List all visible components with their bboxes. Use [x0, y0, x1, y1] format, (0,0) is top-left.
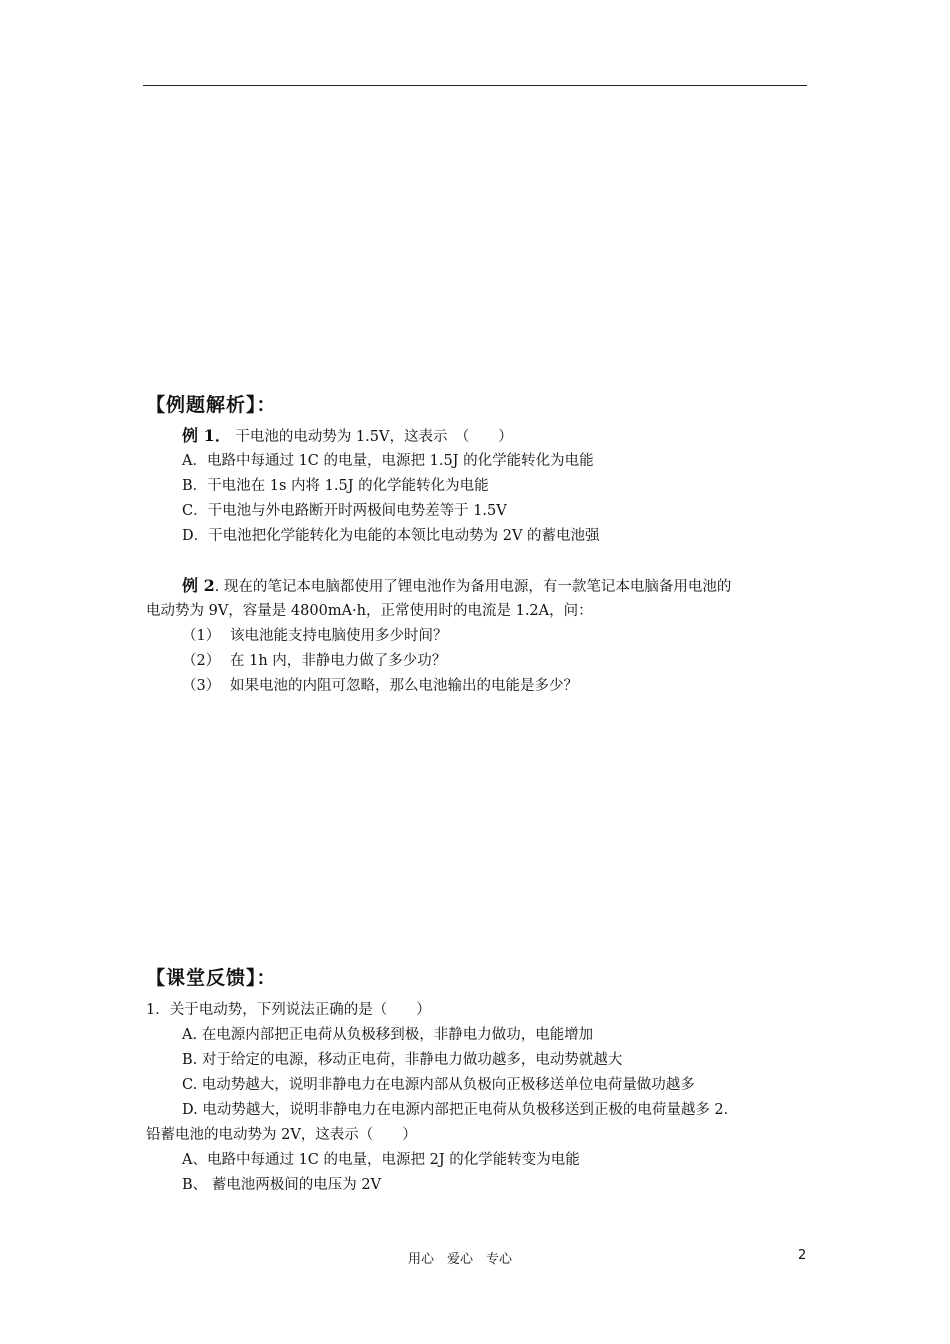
- feedback-q2-stem: 铅蓄电池的电动势为 2V，这表示（ ）: [146, 1127, 417, 1143]
- header-rule: [143, 85, 807, 86]
- example-1-text: 干电池的电动势为 1.5V，这表示 （ ）: [235, 429, 513, 445]
- question-number: （1）: [182, 628, 221, 644]
- feedback-q1-stem: 1．关于电动势，下列说法正确的是（ ）: [146, 1002, 431, 1018]
- example-1-option-d: D．干电池把化学能转化为电能的本领比电动势为 2V 的蓄电池强: [182, 528, 600, 544]
- example-2-label: 例 2: [182, 576, 215, 595]
- feedback-q1-option-b: B. 对于给定的电源，移动正电荷，非静电力做功越多，电动势就越大: [182, 1052, 623, 1068]
- feedback-q1-option-c: C. 电动势越大，说明非静电力在电源内部从负极向正极移送单位电荷量做功越多: [182, 1077, 695, 1093]
- example-2-question-3: [182, 676, 578, 696]
- question-text: 该电池能支持电脑使用多少时间？: [230, 628, 448, 644]
- example-2-text-line1: . 现在的笔记本电脑都使用了锂电池作为备用电源，有一款笔记本电脑备用电池的: [214, 579, 732, 595]
- example-2-stem: [182, 576, 731, 597]
- question-number: （3）: [182, 678, 221, 694]
- feedback-q2-option-a: A、电路中每通过 1C 的电量，电源把 2J 的化学能转变为电能: [182, 1152, 580, 1168]
- question-text: 在 1h 内，非静电力做了多少功？: [230, 653, 447, 669]
- example-1-option-c: C．干电池与外电路断开时两极间电势差等于 1.5V: [182, 503, 507, 519]
- example-2-question-2: [182, 651, 446, 671]
- footer-motto: 用心 爱心 专心: [408, 1252, 513, 1267]
- example-2-text-line2: 电动势为 9V，容量是 4800mA·h，正常使用时的电流是 1.2A，问：: [146, 603, 593, 619]
- example-1-option-a: A．电路中每通过 1C 的电量，电源把 1.5J 的化学能转化为电能: [182, 453, 594, 469]
- feedback-q2-option-b: B、 蓄电池两极间的电压为 2V: [182, 1177, 382, 1193]
- question-text: 如果电池的内阻可忽略，那么电池输出的电能是多少？: [230, 678, 578, 694]
- section-heading-examples: 【例题解析】：: [146, 394, 277, 416]
- example-2-question-1: [182, 626, 448, 646]
- question-number: （2）: [182, 653, 221, 669]
- feedback-q1-option-a: A. 在电源内部把正电荷从负极移到极，非静电力做功，电能增加: [182, 1027, 594, 1043]
- example-1-option-b: B．干电池在 1s 内将 1.5J 的化学能转化为电能: [182, 478, 489, 494]
- page-number: 2: [798, 1248, 807, 1263]
- feedback-q1-option-d: D. 电动势越大，说明非静电力在电源内部把正电荷从负极移送到正极的电荷量越多 2．: [182, 1102, 739, 1118]
- example-1-stem: [182, 426, 513, 447]
- example-1-label: 例 1．: [182, 426, 231, 445]
- section-heading-feedback: 【课堂反馈】：: [146, 967, 277, 989]
